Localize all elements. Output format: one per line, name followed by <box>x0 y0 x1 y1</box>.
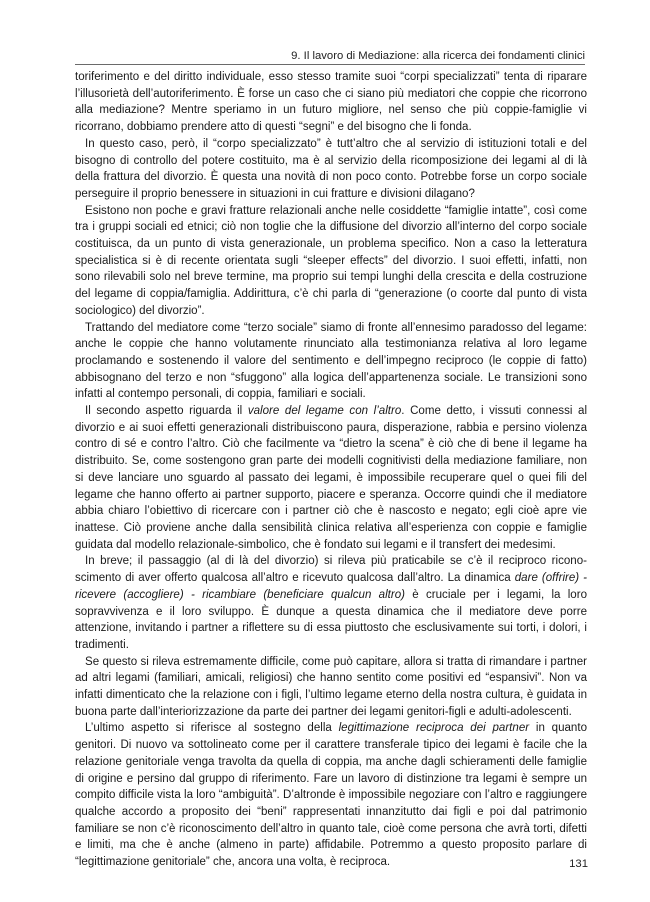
italic-phrase: legittimazione reciproca dei partner <box>338 722 530 735</box>
paragraph <box>75 403 587 553</box>
italic-phrase: valore del legame con l’altro <box>247 405 402 418</box>
text-run: In breve; il passaggio (al di là del divorzio) si rileva più praticabile se c’è il reciproco riconoscimento di aver offerto qualcosa all’altro e ricevuto qualcosa dall’altro. La dinamica <box>75 555 587 585</box>
paragraph <box>75 320 587 404</box>
text-run: L’ultimo aspetto si riferisce al sostegno della <box>85 722 339 735</box>
paragraph <box>75 136 587 203</box>
text-run: . Come detto, i vissuti connessi al divorzio e ai suoi effetti generazionali distribuiscono paura, disperazione, rabbia e persino violenza contro di sé e contro l’altro. Ciò che facilmente va “dietro la scena” è ciò che di bene il legame ha distribuito. Se, come sostengono gran parte dei modelli cognitivisti della mediazione familiare, non si deve lanciare uno sguardo al passato dei legami, è impossibile recuperare quel o quei fili del legame che hanno offerto ai partner supporto, piacere e speranza. Occorre quindi che il mediatore abbia chiaro l’obiettivo di ricercare con i partner ciò che è nascosto e negato; egli cioè apre vie inattese. Ciò proviene anche dalla sensibilità clinica relativa all’esperienza con coppie e famiglie guidata dal modello relazionale-simbolico, che è fondato sui legami e il transfert dei medesimi. <box>75 405 588 551</box>
text-run: Trattando del mediatore come “terzo sociale” siamo di fronte all’ennesimo paradosso del legame: anche le coppie che hanno volutamente rinunciato alla testimonianza relativa al loro legame proclamando e sostenendo il valore del sentimento e dell’impegno reciproco (le coppie di fatto) abbisognano del terzo e non “sfuggono” alla logica dell’appartenenza sociale. Le transizioni sono infatti al contempo personali, di coppia, familiari e sociali. <box>75 321 587 401</box>
text-run: Il secondo aspetto riguarda il <box>85 405 248 418</box>
paragraph <box>75 203 587 320</box>
text-run: toriferimento e del diritto individuale, esso stesso tramite suoi “corpi specializzati” tenta di riparare l’illusorietà dell’autoriferimento. È forse un caso che ci siano più mediatori che coppie che ricorrono alla mediazione? Mentre speriamo in un futuro migliore, nel senso che più coppie-famiglie vi ricorrano, dobbiamo prendere atto di questi “segni” e del bisogno che li fonda. <box>75 71 587 134</box>
text-run: è cruciale per i legami, la loro sopravvivenza e il loro sviluppo. È dunque a questa dinamica che il mediatore deve porre attenzione, invitando i partner a riflettere su di essa piuttosto che esclusivamente sui torti, i dolori, i tradimenti. <box>75 588 587 651</box>
paragraph <box>75 69 587 136</box>
body-text <box>75 69 587 871</box>
text-run: In questo caso, però, il “corpo specializzato” è tutt’altro che al servizio di istituzioni totali e del bisogno di controllo del potere costituito, ma è al servizio della ricomposizione dei legami al di là della frattura del divorzio. È questa una novità di non poco conto. Potrebbe forse un corpo sociale perseguire il proprio benessere in situazioni in cui fratture e divisioni dilagano? <box>75 137 587 200</box>
page-number: 131 <box>569 858 588 870</box>
paragraph <box>75 553 587 653</box>
text-run: Se questo si rileva estremamente difficile, come può capitare, allora si tratta di rimandare i partner ad altri legami (familiari, amicali, religiosi) che hanno sentito come positivi ed “espansivi”. Non va infatti dimenticato che la relazione con i figli, l’ultimo legame eterno della nostra cultura, è guidata in buona parte dall’interiorizzazione da parte dei partner dei legami genitori-figli e adulti-adolescenti. <box>75 655 587 718</box>
paragraph <box>75 654 587 721</box>
text-run: in quanto genitori. Di nuovo va sottolineato come per il carattere transferale tipico dei legami è facile che la relazione genitoriale venga travolta da quella di coppia, ma anche dagli schieramenti delle famiglie di origine e persino dal gruppo di riferimento. Fare un lavoro di distinzione tra legami è sempre un compito difficile vista la loro “ambiguità”. D’altronde è impossibile negoziare con l’altro e raggiungere qualche accordo a proposito dei “beni” rappresentati innanzitutto dai figli e poi dal patrimonio familiare se non c’è riconoscimento dell’altro in quanto tale, cioè come persona che avrà torti, difetti e limiti, ma che è anche (almeno in parte) affidabile. Potremmo a questo proposito parlare di “legittimazione genitoriale” che, ancora una volta, è reciproca. <box>75 722 587 869</box>
text-run: Esistono non poche e gravi fratture relazionali anche nelle cosiddette “famiglie intatte”, così come tra i gruppi sociali ed etnici; ciò non toglie che la diffusione del divorzio all’interno del corpo sociale costituisca, da un punto di vista generazionale, un problema specifico. Non a caso la letteratura specialistica si è di recente orientata sugli “sleeper effects” del divorzio. I suoi effetti, infatti, non sono rilevabili solo nel breve termine, ma proprio sui tempi lunghi della crescita e della costruzione del legame di coppia/famiglia. Addirittura, c’è chi parla di “generazione (o coorte dal punto di vista sociologico) del divorzio”. <box>75 204 587 317</box>
paragraph <box>75 720 587 870</box>
running-head: 9. Il lavoro di Mediazione: alla ricerca dei fondamenti clinici <box>75 50 585 65</box>
italic-phrase: dare (offrire) - ricevere (accogliere) - ricambiare (beneficiare qualcun altro) <box>75 572 587 601</box>
